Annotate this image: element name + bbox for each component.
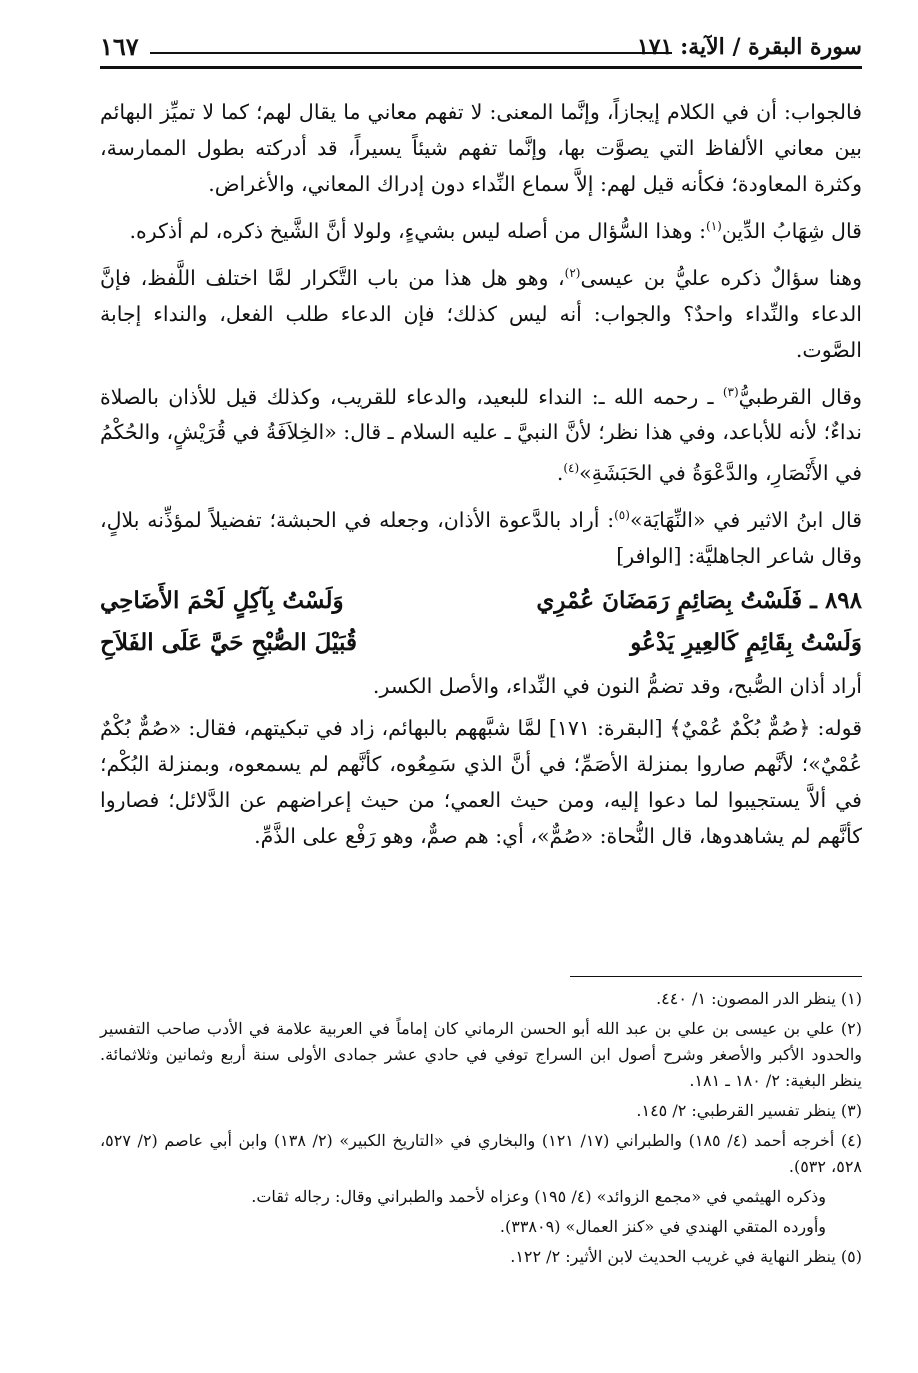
verse-first-hemistich: ٨٩٨ ـ فَلَسْتُ بِصَائِمٍ رَمَضَانَ عُمْرِي [536, 587, 862, 615]
verse-second-hemistich: وَلَسْتُ بِآكِلٍ لَحْمَ الأَضَاحِي [100, 587, 344, 615]
paragraph: فالجواب: أن في الكلام إيجازاً، وإنَّما المعنى: لا تفهم معاني ما يقال لهم؛ كما لا تميِّز البهائم بين معاني الألفاظ التي يصوَّت بها، وإنَّما تفهم شيئاً يسيراً، قد أدركته بطول الممارسة، وكثرة المعاودة؛ فكأنه قيل لهم: إلاَّ سماع النِّداء دون إدراك المعاني، والأغراض. [100, 100, 862, 196]
footnote-marker[interactable]: (٥) [614, 508, 630, 523]
footnote-marker[interactable]: (٢) [564, 265, 581, 280]
footnote-marker[interactable]: (١) [706, 219, 722, 233]
footnote: (١) ينظر الدر المصون: ١/ ٤٤٠. [656, 989, 862, 1008]
poem-verse [100, 580, 862, 622]
surah-title: سورة البقرة / الآية: ١٧١ [636, 34, 862, 60]
paragraph: قوله: ﴿صُمٌّ بُكْمٌ عُمْيٌ﴾ [البقرة: ١٧١] لمَّا شبَّههم بالبهائم، زاد في تبكيتهم، فقال: «صُمٌّ بُكْمٌ عُمْيٌ»؛ لأنَّهم صاروا بمنزلة الأصَمِّ؛ في أنَّ الذي سَمِعُوه، كأنَّهم لم يسمعوه، وبمنزلة البُكْم؛ في ألاَّ يستجيبوا لما دعوا إليه، ومن حيث العمي؛ من حيث إعراضهم عن الدَّلائل؛ فصاروا كأنَّهم لم يشاهدوها، قال النُّحاة: «صُمٌّ»، أي: هم صمٌّ، وهو رَفْع على الذَّمِّ. [100, 716, 863, 849]
page-header [100, 30, 862, 66]
main-text [100, 94, 862, 860]
footnote-continuation: وأورده المتقي الهندي في «كنز العمال» (٣٣٨٠٩). [499, 1217, 826, 1236]
footnote: (٥) ينظر النهاية في غريب الحديث لابن الأثير: ٢/ ١٢٢. [510, 1247, 862, 1266]
footnote-continuation: وذكره الهيثمي في «مجمع الزوائد» (٤/ ١٩٥) وعزاه لأحمد والطبراني وقال: رجاله ثقات. [251, 1187, 826, 1206]
footnote-divider [570, 976, 862, 977]
poem-verse [100, 622, 862, 664]
paragraph: قال شِهَابُ الدِّين$^{(١)}$: وهذا السُّؤال من أصله ليس بشيءٍ، ولولا أنَّ الشَّيخ ذكره، لم أذكره. [129, 218, 862, 243]
footnote: (٣) ينظر تفسير القرطبي: ٢/ ١٤٥. [636, 1101, 862, 1120]
page-number: ١٦٧ [100, 32, 139, 61]
paragraph: وقال القرطبيُّ$^{(٣)}$ ـ رحمه الله ـ: النداء للبعيد، والدعاء للقريب، وكذلك قيل للأذان بالصلاة نداءٌ؛ لأنه للأباعد، وفي هذا نظر؛ لأنَّ النبيَّ ـ عليه السلام ـ قال: «الخِلاَفَةُ في قُرَيْشٍ، والحُكْمُ في الأَنْصَارِ، والدَّعْوَةُ في الحَبَشَةِ»$^{(٤)}$. [100, 384, 862, 486]
verse-first-hemistich: وَلَسْتُ بِقَائِمٍ كَالعِيرِ يَدْعُو [630, 629, 862, 657]
paragraph: وهنا سؤالٌ ذكره عليُّ بن عيسى$^{(٢)}$، وهو هل هذا من باب التَّكرار لمَّا اختلف اللَّفظ، فإنَّ الدعاء والنِّداء واحدٌ؟ والجواب: أنه ليس كذلك؛ فإن الدعاء طلب الفعل، والنداء إجابة الصَّوت. [100, 265, 862, 362]
header-divider [100, 66, 862, 69]
paragraph: أراد أذان الصُّبح، وقد تضمُّ النون في النِّداء، والأصل الكسر. [372, 674, 862, 699]
footnote: (٢) علي بن عيسى بن علي بن عبد الله أبو الحسن الرماني كان إماماً في العربية علامة في الأدب صاحب التفسير والحدود الأكبر والأصغر وشرح أصول ابن السراج توفي في حادي عشر جمادى الأولى سنة أربع وثمانين وثلاثمائة. ينظر البغية: ٢/ ١٨٠ ـ ١٨١. [100, 1019, 862, 1090]
footnote: (٤) أخرجه أحمد (٤/ ١٨٥) والطبراني (١٧/ ١٢١) والبخاري في «التاريخ الكبير» (٢/ ١٣٨) وابن أبي عاصم (٢/ ٥٢٧، ٥٢٨، ٥٣٢). [100, 1131, 862, 1176]
footnote-marker[interactable]: (٤) [563, 461, 580, 476]
footnotes [100, 986, 862, 1274]
paragraph: قال ابنُ الاثير في «النِّهَايَة»$^{(٥)}$: أراد بالدَّعوة الأذان، وجعله في الحبشة؛ تفضيلاً لمؤذِّنه بلالٍ، وقال شاعر الجاهليَّة: [الوافر] [100, 508, 863, 569]
header-rule [150, 52, 672, 54]
footnote-marker[interactable]: (٣) [722, 384, 739, 399]
verse-second-hemistich: قُبَيْلَ الصُّبْحِ حَيَّ عَلَى الفَلاَحِ [100, 629, 357, 657]
